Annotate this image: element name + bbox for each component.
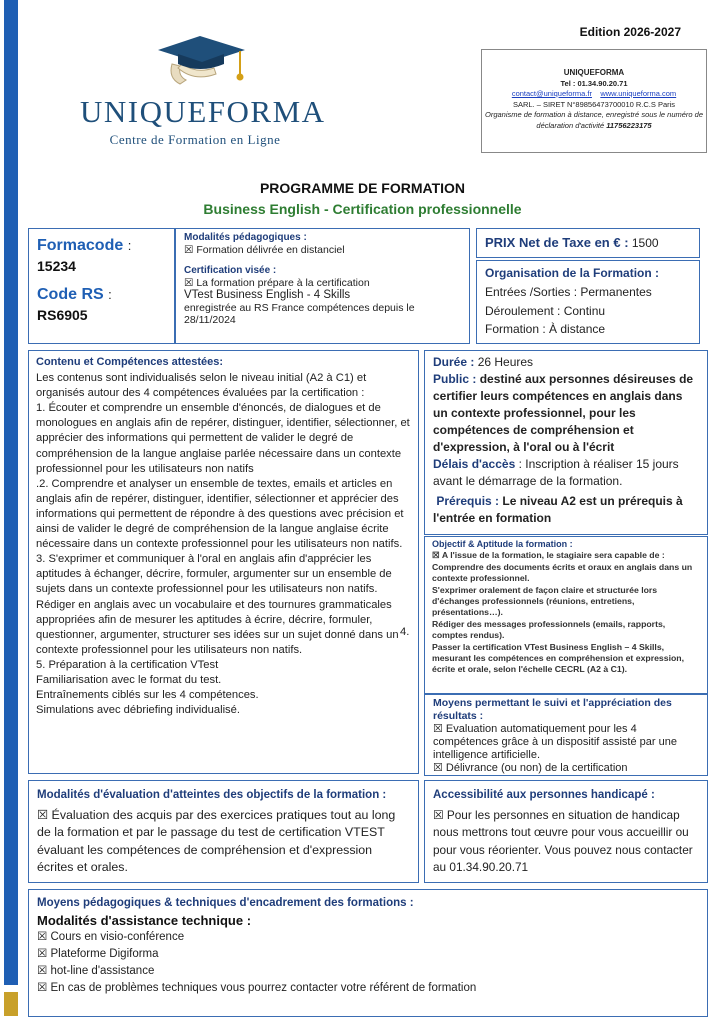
page-subtitle: Business English - Certification professionnelle: [203, 201, 522, 217]
delais-label: Délais d'accès: [433, 457, 516, 471]
contenu-paragraph: 5. Préparation à la certification VTest: [36, 658, 219, 671]
organisation-line: Formation : À distance: [485, 322, 606, 336]
certification-heading: Certification visée :: [184, 265, 277, 276]
objectif-line: ☒ A l'issue de la formation, le stagiaire sera capable de :: [432, 550, 665, 561]
delais-value: : Inscription à réaliser 15 jours avant le démarrage de la formation.: [433, 457, 679, 488]
contenu-paragraph: .2. Comprendre et analyser un ensemble de textes, emails et articles en anglais afin de repérer, distinguer, identifier, sélectionner et apprécier des informations qui permettent de répondre à des questions avec précision et ainsi de valider le degré de compréhension de la langue anglaise écrite nécessaire dans un contexte professionnel pour les utilisateurs non natifs.: [36, 477, 404, 551]
moyens-suivi-item: ☒ Délivrance (ou non) de la certification: [433, 762, 628, 774]
formacode-colon: :: [127, 238, 132, 253]
public-value: destiné aux personnes désireuses de certifier leurs compétences en anglais dans un contexte professionnel, pour les compétences de compréhension et d'expression, à l'oral ou à l'écrit: [433, 372, 694, 454]
pedagogie-heading: Moyens pédagogiques & techniques d'encadrement des formations :: [37, 897, 414, 909]
objectif-line: Rédiger des messages professionnels (emails, rapports, comptes rendus).: [432, 618, 666, 641]
contact-activity-prefix: déclaration d'activité: [536, 120, 605, 130]
contenu-paragraph: Rédiger en anglais avec un vocabulaire et des tournures grammaticales appropriées afin de mesurer les aptitudes à écrire, décrire, formuler, questionner, argumenter, structurer ses idées sur un sujet donné dans un contexte professionnel pour les utilisateurs non natifs.: [36, 598, 399, 656]
formacode-box: [28, 228, 175, 344]
contact-org-line: Organisme de formation à distance, enregistré sous le numéro de: [484, 110, 704, 119]
contenu-box: [28, 350, 419, 774]
organisation-line: Déroulement : Continu: [485, 303, 606, 318]
duree-public-box: [424, 350, 708, 535]
contenu-heading: Contenu et Compétences attestées:: [36, 356, 224, 368]
graduation-cap-icon: [150, 34, 250, 94]
duree-value: 26 Heures: [477, 355, 534, 369]
logo-name: UNIQUEFORMA: [80, 94, 326, 129]
contact-box: [481, 49, 707, 153]
prix-label: PRIX Net de Taxe en € :: [485, 235, 629, 250]
logo-tagline: Centre de Formation en Ligne: [109, 132, 281, 147]
left-accent-block: [4, 992, 18, 1016]
pedagogie-item: ☒ hot-line d'assistance: [37, 965, 155, 977]
contenu-side-number: 4.: [400, 626, 410, 638]
prerequis-label: Prérequis :: [436, 494, 500, 508]
organisation-heading: Organisation de la Formation :: [485, 266, 660, 280]
modalites-box: [175, 228, 470, 344]
moyens-suivi-item: ☒ Evaluation automatiquement pour les 4 compétences grâce à un dispositif assisté par une intelligence artificielle.: [433, 723, 677, 761]
evaluation-box: [28, 780, 419, 883]
contenu-paragraph: Entraînements ciblés sur les 4 compétences.: [36, 689, 259, 702]
handicap-box: [424, 780, 708, 883]
contact-legal: SARL. – SIRET N°89856473700010 R.C.S Paris: [512, 99, 676, 109]
uniqueforma-logo: [80, 34, 326, 154]
prerequis-value: Le niveau A2 est un prérequis à l'entrée en formation: [433, 494, 683, 525]
moyens-suivi-box: [424, 694, 708, 776]
formacode-value: 15234: [37, 258, 76, 274]
organisation-box: [476, 260, 700, 344]
modalites-item: ☒ Formation délivrée en distanciel: [184, 244, 345, 256]
contact-website-link[interactable]: www.uniqueforma.com: [600, 89, 677, 98]
certification-item: ☒ La formation prépare à la certification: [184, 277, 370, 289]
objectif-heading: Objectif & Aptitude la formation :: [432, 539, 573, 549]
contact-name: UNIQUEFORMA: [563, 68, 625, 77]
pedagogie-subheading: Modalités d'assistance technique :: [37, 913, 252, 928]
page-title: PROGRAMME DE FORMATION: [259, 180, 466, 196]
handicap-heading: Accessibilité aux personnes handicapé :: [433, 789, 655, 801]
pedagogie-item: ☒ En cas de problèmes techniques vous pourrez contacter votre référent de formation: [37, 982, 477, 994]
objectif-line: Comprendre des documents écrits et oraux en anglais dans un contexte professionnel.: [432, 561, 693, 584]
objectif-line: Passer la certification VTest Business English – 4 Skills, mesurant les compétences en compréhension et expression, écrite et orale, selon l'échelle CECRL (A2 à C1).: [432, 641, 685, 675]
duree-label: Durée :: [433, 355, 475, 369]
prix-value: 1500: [631, 236, 659, 250]
public-label: Public :: [433, 372, 477, 386]
evaluation-heading: Modalités d'évaluation d'atteintes des objectifs de la formation :: [37, 789, 387, 801]
contenu-paragraph: Simulations avec débriefing individualisé.: [36, 704, 240, 717]
prix-box: [476, 228, 700, 258]
organisation-line: Entrées /Sorties : Permanentes: [485, 285, 652, 299]
evaluation-text: ☒ Évaluation des acquis par des exercices pratiques tout au long de la formation et par le passage du test de certification VTEST évaluant les compétences de compréhension et d'expression écrites et orales.: [37, 807, 396, 874]
contenu-paragraph: 3. S'exprimer et communiquer à l'oral en anglais afin d'apprécier les aptitudes à échanger, décrire, formuler, argumenter sur un ensemble de sujets dans un contexte professionnel pour les utilisateurs non natifs.: [36, 553, 392, 596]
pedagogie-item: ☒ Cours en visio-conférence: [37, 931, 185, 943]
certification-name: VTest Business English - 4 Skills: [184, 289, 351, 301]
contact-tel: Tel : 01.34.90.20.71: [560, 78, 628, 88]
pedagogie-item: ☒ Plateforme Digiforma: [37, 948, 159, 960]
contenu-paragraph: Familiarisation avec le format du test.: [36, 673, 222, 686]
certification-registration: enregistrée au RS France compétences depuis le 28/11/2024: [184, 301, 415, 326]
contact-email-link[interactable]: contact@uniqueforma.fr: [511, 89, 592, 98]
modalites-heading: Modalités pédagogiques :: [184, 232, 307, 243]
pedagogie-box: [28, 889, 708, 1017]
moyens-suivi-heading: Moyens permettant le suivi et l'appréciation des résultats :: [433, 697, 672, 722]
edition-label: Edition 2026-2027: [579, 25, 681, 39]
contact-activity-number: 11756223175: [606, 120, 652, 130]
objectif-line: S'exprimer oralement de façon claire et structurée lors d'échanges professionnels (réunions, entretiens, présentations…).: [432, 584, 658, 618]
code-rs-label: Code RS: [37, 286, 104, 303]
left-accent-bar: [4, 0, 18, 985]
contenu-paragraph: 1. Écouter et comprendre un ensemble d'énoncés, de dialogues et de monologues en anglais afin de repérer, distinguer, identifier, sélectionner, et apprécier des informations qui permettent de valider le degré de compréhension de la langue anglaise parlée nécessaire dans un contexte professionnel pour les utilisateurs non natifs: [36, 402, 410, 475]
code-rs-colon: :: [108, 287, 112, 302]
formacode-label: Formacode: [37, 237, 124, 254]
handicap-text: ☒ Pour les personnes en situation de handicap nous mettrons tout œuvre pour vous accueillir ou pour vous réorienter. Vous pouvez nous contacter au 01.34.90.20.71: [433, 807, 693, 874]
code-rs-value: RS6905: [37, 307, 88, 323]
contenu-paragraph: Les contenus sont individualisés selon le niveau initial (A2 à C1) et organisés autour des 4 compétences évaluées par la certification :: [36, 372, 367, 400]
objectif-box: [424, 536, 708, 694]
